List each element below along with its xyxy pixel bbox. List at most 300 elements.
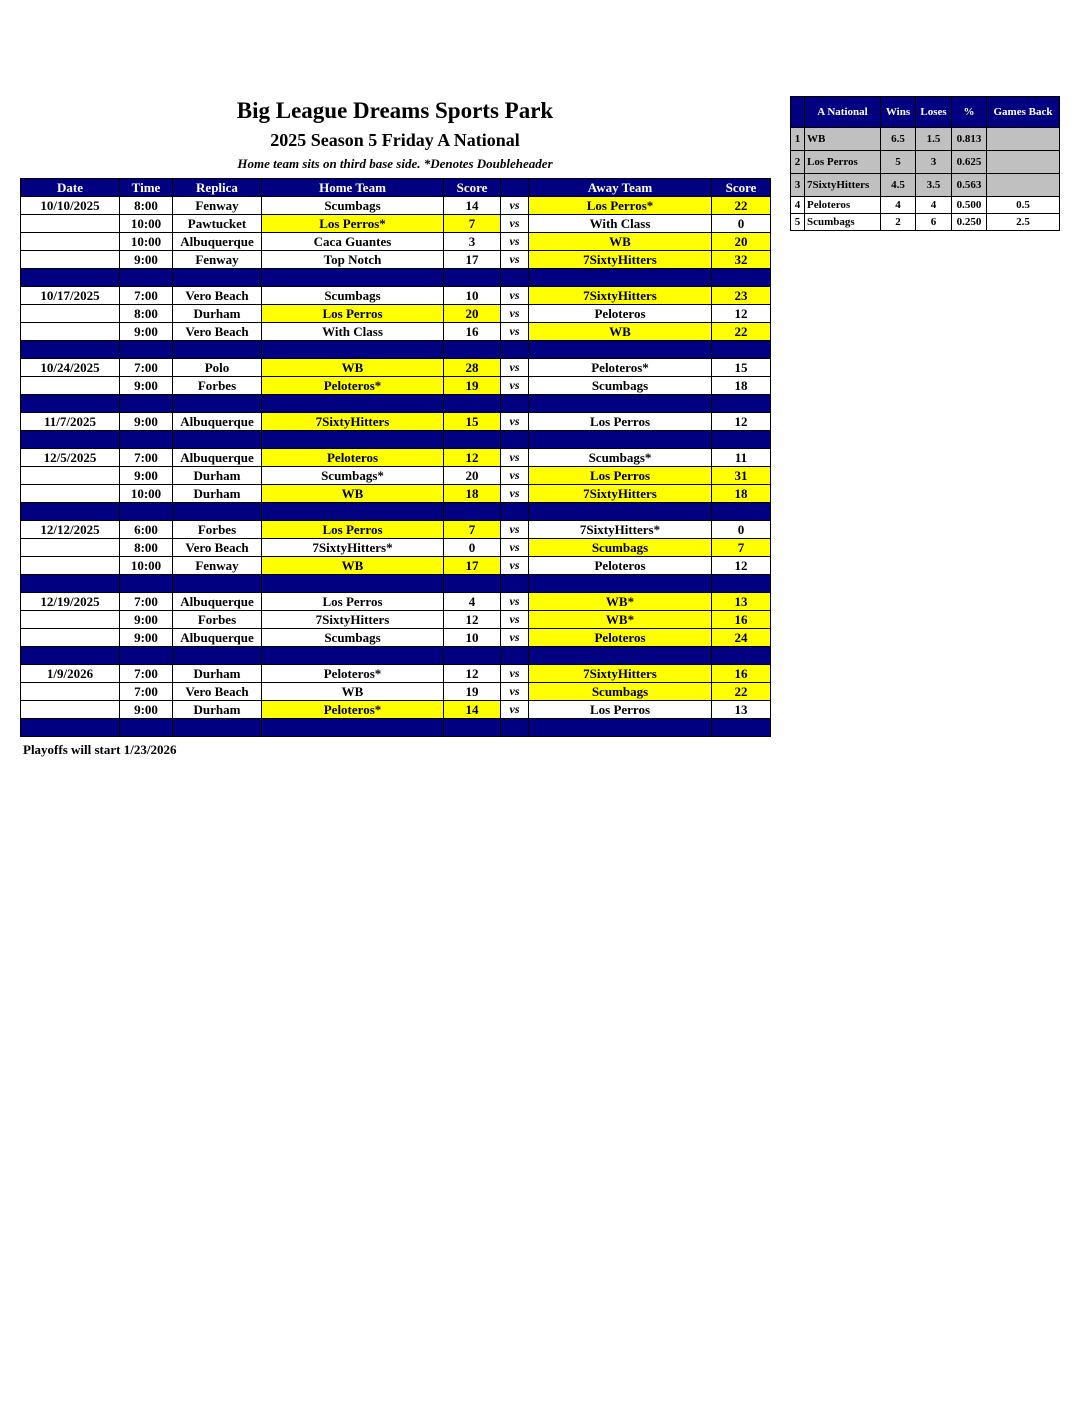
game-date — [21, 215, 120, 233]
game-replica: Fenway — [173, 557, 262, 575]
away-score: 12 — [712, 305, 771, 323]
home-score: 0 — [444, 539, 501, 557]
home-score: 4 — [444, 593, 501, 611]
separator-cell — [120, 269, 173, 287]
standing-wins: 5 — [881, 151, 916, 174]
away-team: 7SixtyHitters — [529, 485, 712, 503]
home-team: WB — [262, 359, 444, 377]
game-time: 7:00 — [120, 359, 173, 377]
col-header-away-team: Away Team — [529, 179, 712, 197]
away-score: 11 — [712, 449, 771, 467]
separator-cell — [262, 719, 444, 737]
away-team: Peloteros — [529, 557, 712, 575]
standings-row — [791, 151, 1060, 174]
game-replica: Forbes — [173, 521, 262, 539]
separator-cell — [173, 395, 262, 413]
home-team: Los Perros — [262, 305, 444, 323]
game-date — [21, 377, 120, 395]
home-team: Peloteros* — [262, 665, 444, 683]
game-row — [21, 593, 771, 611]
standing-games-back — [987, 128, 1060, 151]
away-score: 16 — [712, 665, 771, 683]
separator-cell — [21, 431, 120, 449]
standing-rank: 5 — [791, 214, 805, 231]
col-header-vs — [501, 179, 529, 197]
separator-cell — [712, 269, 771, 287]
game-time: 10:00 — [120, 485, 173, 503]
game-time: 9:00 — [120, 413, 173, 431]
home-team: Los Perros* — [262, 215, 444, 233]
game-replica: Durham — [173, 701, 262, 719]
away-score: 12 — [712, 413, 771, 431]
standing-team: Scumbags — [805, 214, 881, 231]
separator-cell — [501, 269, 529, 287]
col-header-date: Date — [21, 179, 120, 197]
home-team: Scumbags* — [262, 467, 444, 485]
home-team: Los Perros — [262, 593, 444, 611]
home-score: 20 — [444, 467, 501, 485]
separator-cell — [262, 503, 444, 521]
home-team: WB — [262, 557, 444, 575]
separator-cell — [712, 647, 771, 665]
game-replica: Albuquerque — [173, 449, 262, 467]
separator-cell — [712, 431, 771, 449]
game-row — [21, 683, 771, 701]
game-row — [21, 323, 771, 341]
standing-wins: 4.5 — [881, 174, 916, 197]
standing-pct: 0.625 — [952, 151, 987, 174]
home-score: 14 — [444, 701, 501, 719]
game-row — [21, 467, 771, 485]
week-separator — [21, 575, 771, 593]
separator-cell — [444, 719, 501, 737]
game-row — [21, 233, 771, 251]
game-row — [21, 305, 771, 323]
home-team: WB — [262, 683, 444, 701]
vs-label: vs — [501, 539, 529, 557]
game-date — [21, 305, 120, 323]
separator-cell — [501, 719, 529, 737]
away-team: 7SixtyHitters* — [529, 521, 712, 539]
separator-cell — [21, 575, 120, 593]
game-date — [21, 539, 120, 557]
game-row — [21, 197, 771, 215]
vs-label: vs — [501, 233, 529, 251]
separator-cell — [529, 431, 712, 449]
game-date: 1/9/2026 — [21, 665, 120, 683]
game-date: 11/7/2025 — [21, 413, 120, 431]
separator-cell — [529, 395, 712, 413]
separator-cell — [501, 341, 529, 359]
away-score: 32 — [712, 251, 771, 269]
standings-body — [791, 128, 1060, 231]
separator-cell — [173, 269, 262, 287]
game-row — [21, 215, 771, 233]
separator-cell — [444, 341, 501, 359]
game-date — [21, 701, 120, 719]
away-score: 16 — [712, 611, 771, 629]
separator-cell — [501, 431, 529, 449]
separator-cell — [120, 503, 173, 521]
away-team: WB* — [529, 593, 712, 611]
game-row — [21, 629, 771, 647]
separator-cell — [262, 575, 444, 593]
away-team: Peloteros* — [529, 359, 712, 377]
game-date — [21, 233, 120, 251]
game-time: 9:00 — [120, 251, 173, 269]
vs-label: vs — [501, 485, 529, 503]
home-score: 17 — [444, 251, 501, 269]
home-score: 14 — [444, 197, 501, 215]
standing-pct: 0.563 — [952, 174, 987, 197]
home-team: 7SixtyHitters* — [262, 539, 444, 557]
away-team: Los Perros* — [529, 197, 712, 215]
separator-cell — [173, 719, 262, 737]
home-score: 19 — [444, 377, 501, 395]
vs-label: vs — [501, 665, 529, 683]
week-separator — [21, 269, 771, 287]
vs-label: vs — [501, 557, 529, 575]
game-replica: Albuquerque — [173, 593, 262, 611]
standing-rank: 4 — [791, 197, 805, 214]
game-row — [21, 251, 771, 269]
away-team: Scumbags — [529, 683, 712, 701]
standing-team: Peloteros — [805, 197, 881, 214]
home-score: 7 — [444, 215, 501, 233]
standing-wins: 6.5 — [881, 128, 916, 151]
game-date: 10/17/2025 — [21, 287, 120, 305]
game-date — [21, 611, 120, 629]
standing-loses: 4 — [916, 197, 952, 214]
vs-label: vs — [501, 215, 529, 233]
game-date — [21, 629, 120, 647]
game-date — [21, 251, 120, 269]
standing-pct: 0.813 — [952, 128, 987, 151]
home-team: Caca Guantes — [262, 233, 444, 251]
away-team: 7SixtyHitters — [529, 287, 712, 305]
separator-cell — [529, 503, 712, 521]
separator-cell — [262, 269, 444, 287]
standings-row — [791, 197, 1060, 214]
separator-cell — [120, 431, 173, 449]
game-row — [21, 359, 771, 377]
home-score: 12 — [444, 611, 501, 629]
game-row — [21, 287, 771, 305]
game-date — [21, 557, 120, 575]
standing-team: Los Perros — [805, 151, 881, 174]
col-header-home-team: Home Team — [262, 179, 444, 197]
away-score: 22 — [712, 197, 771, 215]
standing-rank: 1 — [791, 128, 805, 151]
away-team: Los Perros — [529, 413, 712, 431]
away-team: Scumbags* — [529, 449, 712, 467]
away-team: 7SixtyHitters — [529, 251, 712, 269]
away-score: 18 — [712, 377, 771, 395]
standing-loses: 6 — [916, 214, 952, 231]
separator-cell — [21, 395, 120, 413]
away-team: With Class — [529, 215, 712, 233]
separator-cell — [262, 647, 444, 665]
standing-games-back: 0.5 — [987, 197, 1060, 214]
separator-cell — [21, 269, 120, 287]
separator-cell — [120, 647, 173, 665]
standings-header-pct: % — [952, 97, 987, 128]
week-separator — [21, 503, 771, 521]
separator-cell — [712, 719, 771, 737]
game-time: 8:00 — [120, 539, 173, 557]
separator-cell — [21, 503, 120, 521]
separator-cell — [529, 647, 712, 665]
home-score: 20 — [444, 305, 501, 323]
separator-cell — [21, 647, 120, 665]
game-replica: Albuquerque — [173, 233, 262, 251]
standings-header-division: A National — [805, 97, 881, 128]
game-row — [21, 557, 771, 575]
vs-label: vs — [501, 413, 529, 431]
home-score: 12 — [444, 449, 501, 467]
standings-header-games-back: Games Back — [987, 97, 1060, 128]
vs-label: vs — [501, 323, 529, 341]
schedule-header-row — [21, 179, 771, 197]
separator-cell — [120, 395, 173, 413]
game-time: 8:00 — [120, 305, 173, 323]
home-team: 7SixtyHitters — [262, 413, 444, 431]
vs-label: vs — [501, 467, 529, 485]
home-score: 10 — [444, 287, 501, 305]
away-team: Peloteros — [529, 305, 712, 323]
game-time: 7:00 — [120, 593, 173, 611]
schedule-table — [20, 178, 771, 737]
home-team: Peloteros* — [262, 377, 444, 395]
away-score: 13 — [712, 593, 771, 611]
game-time: 8:00 — [120, 197, 173, 215]
separator-cell — [712, 503, 771, 521]
home-score: 12 — [444, 665, 501, 683]
game-row — [21, 701, 771, 719]
vs-label: vs — [501, 449, 529, 467]
separator-cell — [444, 575, 501, 593]
separator-cell — [444, 269, 501, 287]
away-team: Peloteros — [529, 629, 712, 647]
game-replica: Vero Beach — [173, 323, 262, 341]
separator-cell — [712, 575, 771, 593]
away-team: WB* — [529, 611, 712, 629]
game-replica: Durham — [173, 485, 262, 503]
game-row — [21, 377, 771, 395]
separator-cell — [120, 341, 173, 359]
game-time: 9:00 — [120, 701, 173, 719]
standing-games-back — [987, 151, 1060, 174]
game-date: 12/5/2025 — [21, 449, 120, 467]
game-replica: Vero Beach — [173, 539, 262, 557]
away-team: Los Perros — [529, 467, 712, 485]
col-header-time: Time — [120, 179, 173, 197]
home-team: Scumbags — [262, 197, 444, 215]
away-score: 0 — [712, 521, 771, 539]
vs-label: vs — [501, 611, 529, 629]
game-replica: Durham — [173, 467, 262, 485]
game-row — [21, 413, 771, 431]
separator-cell — [529, 719, 712, 737]
away-team: 7SixtyHitters — [529, 665, 712, 683]
home-team: Top Notch — [262, 251, 444, 269]
game-time: 9:00 — [120, 467, 173, 485]
vs-label: vs — [501, 287, 529, 305]
vs-label: vs — [501, 629, 529, 647]
standings-table — [790, 96, 1060, 231]
away-score: 31 — [712, 467, 771, 485]
separator-cell — [501, 395, 529, 413]
game-row — [21, 485, 771, 503]
game-replica: Forbes — [173, 611, 262, 629]
home-team: Los Perros — [262, 521, 444, 539]
game-row — [21, 665, 771, 683]
playoffs-note: Playoffs will start 1/23/2026 — [23, 742, 177, 757]
game-date — [21, 683, 120, 701]
separator-cell — [21, 341, 120, 359]
separator-cell — [444, 647, 501, 665]
page-subtitle: 2025 Season 5 Friday A National — [270, 130, 520, 150]
standings-row — [791, 128, 1060, 151]
game-time: 10:00 — [120, 557, 173, 575]
away-team: Scumbags — [529, 539, 712, 557]
schedule-note: Home team sits on third base side. *Denotes Doubleheader — [237, 156, 553, 171]
home-team: Scumbags — [262, 287, 444, 305]
standings-row — [791, 174, 1060, 197]
vs-label: vs — [501, 359, 529, 377]
standings-row — [791, 214, 1060, 231]
home-team: WB — [262, 485, 444, 503]
separator-cell — [262, 395, 444, 413]
separator-cell — [444, 503, 501, 521]
game-time: 6:00 — [120, 521, 173, 539]
standings-header-loses: Loses — [916, 97, 952, 128]
vs-label: vs — [501, 251, 529, 269]
col-header-home-score: Score — [444, 179, 501, 197]
standing-loses: 3 — [916, 151, 952, 174]
separator-cell — [444, 431, 501, 449]
standing-loses: 3.5 — [916, 174, 952, 197]
week-separator — [21, 431, 771, 449]
page-title: Big League Dreams Sports Park — [236, 98, 554, 123]
away-score: 18 — [712, 485, 771, 503]
standing-team: WB — [805, 128, 881, 151]
away-score: 13 — [712, 701, 771, 719]
col-header-away-score: Score — [712, 179, 771, 197]
game-row — [21, 521, 771, 539]
game-replica: Vero Beach — [173, 287, 262, 305]
game-replica: Vero Beach — [173, 683, 262, 701]
standing-games-back: 2.5 — [987, 214, 1060, 231]
away-score: 0 — [712, 215, 771, 233]
separator-cell — [529, 269, 712, 287]
standing-wins: 2 — [881, 214, 916, 231]
standings-header-rank — [791, 97, 805, 128]
standing-wins: 4 — [881, 197, 916, 214]
standing-rank: 3 — [791, 174, 805, 197]
game-replica: Durham — [173, 305, 262, 323]
game-time: 10:00 — [120, 215, 173, 233]
home-team: Peloteros* — [262, 701, 444, 719]
game-time: 7:00 — [120, 449, 173, 467]
game-replica: Albuquerque — [173, 413, 262, 431]
separator-cell — [21, 719, 120, 737]
separator-cell — [444, 395, 501, 413]
col-header-replica: Replica — [173, 179, 262, 197]
separator-cell — [712, 341, 771, 359]
standing-pct: 0.250 — [952, 214, 987, 231]
game-date: 10/10/2025 — [21, 197, 120, 215]
standing-rank: 2 — [791, 151, 805, 174]
game-date — [21, 467, 120, 485]
vs-label: vs — [501, 377, 529, 395]
home-score: 3 — [444, 233, 501, 251]
away-score: 22 — [712, 683, 771, 701]
home-team: Peloteros — [262, 449, 444, 467]
separator-cell — [173, 575, 262, 593]
game-time: 9:00 — [120, 323, 173, 341]
game-time: 7:00 — [120, 665, 173, 683]
game-date — [21, 323, 120, 341]
week-separator — [21, 719, 771, 737]
standing-loses: 1.5 — [916, 128, 952, 151]
week-separator — [21, 395, 771, 413]
away-team: Los Perros — [529, 701, 712, 719]
vs-label: vs — [501, 521, 529, 539]
game-replica: Durham — [173, 665, 262, 683]
separator-cell — [501, 575, 529, 593]
separator-cell — [501, 647, 529, 665]
separator-cell — [262, 431, 444, 449]
game-replica: Albuquerque — [173, 629, 262, 647]
game-replica: Polo — [173, 359, 262, 377]
away-team: WB — [529, 233, 712, 251]
separator-cell — [173, 431, 262, 449]
game-date: 10/24/2025 — [21, 359, 120, 377]
away-score: 12 — [712, 557, 771, 575]
game-row — [21, 449, 771, 467]
game-date: 12/12/2025 — [21, 521, 120, 539]
game-replica: Fenway — [173, 197, 262, 215]
home-score: 16 — [444, 323, 501, 341]
game-replica: Fenway — [173, 251, 262, 269]
standings-header-wins: Wins — [881, 97, 916, 128]
home-score: 19 — [444, 683, 501, 701]
vs-label: vs — [501, 197, 529, 215]
week-separator — [21, 341, 771, 359]
home-score: 28 — [444, 359, 501, 377]
game-replica: Pawtucket — [173, 215, 262, 233]
separator-cell — [529, 341, 712, 359]
home-team: 7SixtyHitters — [262, 611, 444, 629]
vs-label: vs — [501, 683, 529, 701]
game-time: 9:00 — [120, 629, 173, 647]
standing-pct: 0.500 — [952, 197, 987, 214]
schedule-body — [21, 197, 771, 737]
home-score: 7 — [444, 521, 501, 539]
game-time: 9:00 — [120, 611, 173, 629]
game-row — [21, 539, 771, 557]
game-date — [21, 485, 120, 503]
game-time: 9:00 — [120, 377, 173, 395]
separator-cell — [529, 575, 712, 593]
home-score: 18 — [444, 485, 501, 503]
vs-label: vs — [501, 701, 529, 719]
game-time: 7:00 — [120, 287, 173, 305]
home-score: 17 — [444, 557, 501, 575]
home-team: Scumbags — [262, 629, 444, 647]
separator-cell — [262, 341, 444, 359]
